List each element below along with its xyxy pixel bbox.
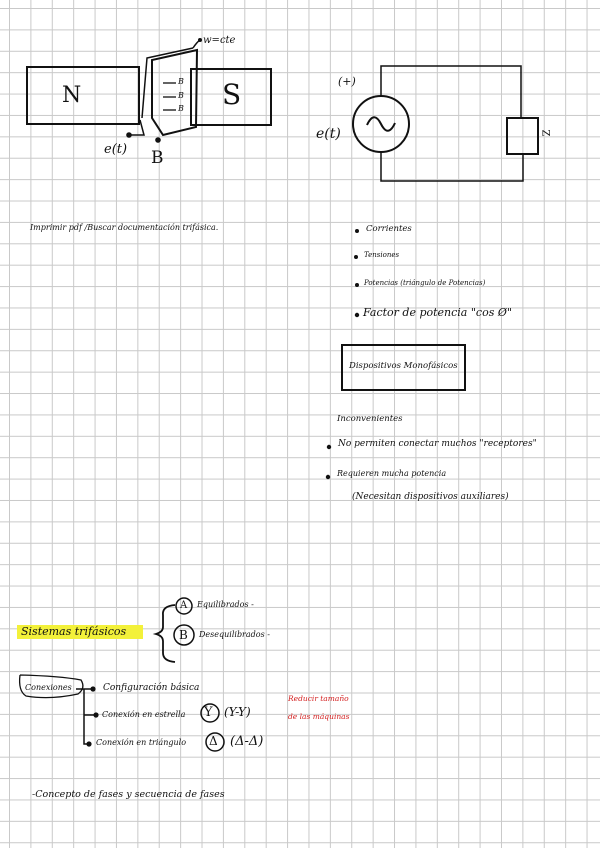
drawbacks-title: Inconvenientes [337,414,403,424]
drawback-item: (Necesitan dispositivos auxiliares) [352,492,509,502]
bullet-item: Potencias (triángulo de Potencias) [364,279,486,287]
south-pole-label: S [222,78,242,111]
red-side-note: Reducir tamaño [288,694,349,703]
option-letter: B [179,628,188,642]
load-impedance [507,118,538,154]
generator-emf-label: e(t) [104,142,128,157]
connection-item: Conexión en triángulo [96,738,187,747]
flux-arrow-label: B [178,77,184,86]
magnetic-field-label: B [151,148,164,168]
phases-concept-note: -Concepto de fases y secuencia de fases [32,789,225,800]
drawback-item: Requieren mucha potencia [337,469,447,478]
print-note: Imprimir pdf /Buscar documentación trifásica. [30,223,219,232]
north-magnet [27,67,139,124]
unbalanced-option: Desequilibrados - [199,630,270,639]
option-letter: A [180,600,188,611]
flux-arrow-label: B [178,104,184,113]
star-symbol: Y [204,705,213,720]
sine-wave-icon [367,117,395,131]
connection-item: Configuración básica [103,683,200,693]
bullet-item: Tensiones [364,251,400,259]
circuit-emf-label: e(t) [316,126,341,142]
north-pole-label: N [62,83,82,108]
monophasic-devices-box [341,344,466,391]
angular-speed-label: w=cte [203,35,236,46]
terminal-polarity-label: (+) [338,75,356,88]
three-phase-title: Sistemas trifásicos [21,625,127,638]
connections-title: Conexiones [25,683,72,692]
connection-item: Conexión en estrella [102,710,186,719]
balanced-option: Equilibrados - [197,600,254,609]
delta-symbol: Δ [209,734,218,748]
star-notation: (Y-Y) [224,705,251,719]
monophasic-devices-label: Dispositivos Monofásicos [349,361,458,371]
red-side-note: de las máquinas [288,712,350,721]
drawback-item: No permiten conectar muchos "receptores" [338,439,537,449]
bullet-item: Corrientes [366,224,412,234]
impedance-label: Z [539,129,551,137]
bullet-item: Factor de potencia "cos Ø" [363,306,512,319]
delta-notation: (Δ-Δ) [230,734,264,749]
flux-arrow-label: B [178,91,184,100]
